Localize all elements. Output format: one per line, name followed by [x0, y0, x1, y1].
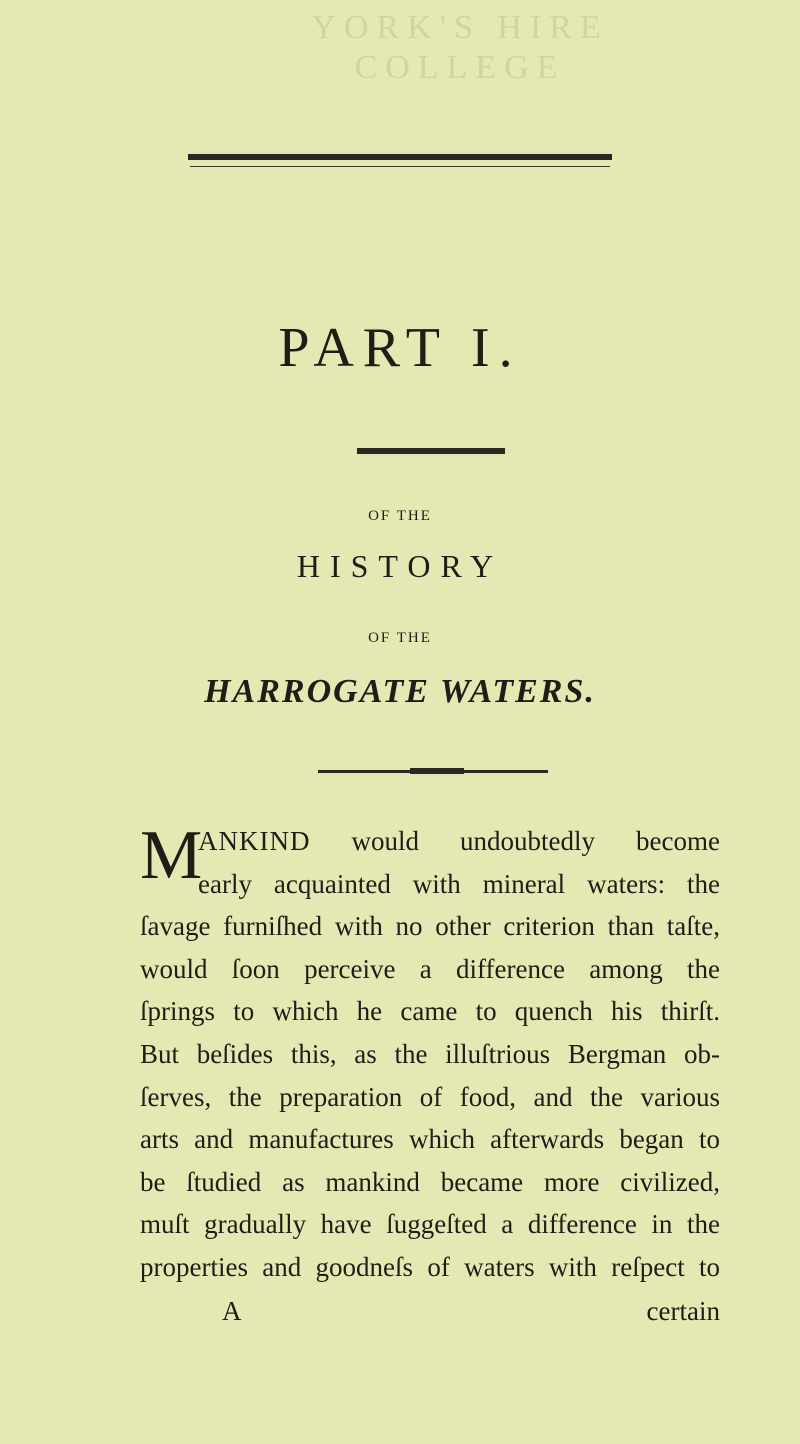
text-line-9: be ſtudied as mankind became more civilized,	[140, 1166, 720, 1197]
of-the-label-1: OF THE	[368, 508, 432, 524]
text-line-4: would ſoon perceive a difference among the	[140, 953, 720, 984]
text-line-1	[140, 820, 720, 863]
stamp-line-1: YORK'S HIRE	[311, 9, 609, 46]
of-the-label-2: OF THE	[368, 630, 432, 646]
stamp-line-2: COLLEGE	[354, 49, 566, 86]
body-paragraph	[140, 817, 720, 1289]
text-line-8: arts and manufactures which afterwards began to	[140, 1124, 720, 1155]
catchword: certain	[646, 1296, 720, 1326]
history-title: HISTORY	[296, 548, 504, 584]
line-1-rest: would undoubtedly become	[310, 826, 720, 856]
library-stamp	[270, 8, 650, 88]
signature-mark: A	[222, 1296, 242, 1326]
text-line-5: ſprings to which he came to quench his thirſt.	[140, 996, 720, 1027]
ornamental-rule-center	[410, 768, 464, 774]
text-line-6: But beſides this, as the illuſtrious Bergman ob-	[140, 1038, 720, 1069]
text-line-11: properties and goodneſs of waters with reſpect to	[140, 1251, 720, 1282]
small-caps-word: ANKIND	[198, 826, 311, 856]
top-rule-thin	[190, 166, 610, 167]
text-line-7: ſerves, the preparation of food, and the various	[140, 1081, 720, 1112]
text-line-10: muſt gradually have ſuggeſted a difference in the	[140, 1209, 720, 1240]
drop-cap: M	[140, 817, 203, 894]
top-rule-thick	[188, 154, 612, 160]
part-heading: PART I.	[278, 317, 522, 379]
page-footer	[140, 1290, 720, 1332]
text-line-2: early acquainted with mineral waters: the	[198, 868, 720, 899]
middle-rule	[357, 448, 505, 454]
subject-title: HARROGATE WATERS.	[204, 673, 596, 710]
text-line-3: ſavage furniſhed with no other criterion than taſte,	[140, 911, 720, 942]
